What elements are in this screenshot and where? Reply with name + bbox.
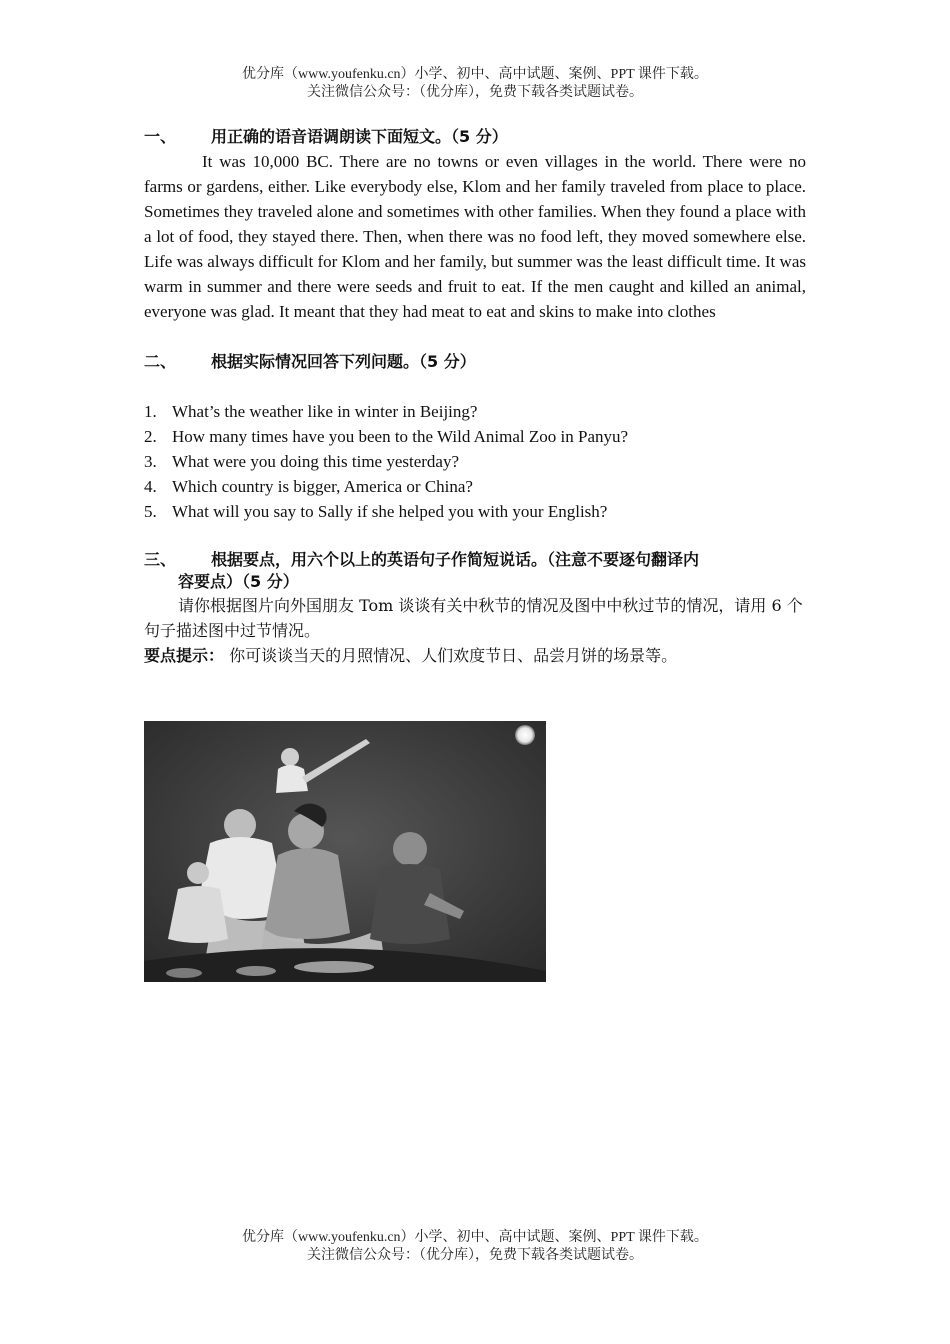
section-1-heading (144, 124, 806, 149)
section-2-title: 根据实际情况回答下列问题。（5 分） (211, 352, 476, 371)
section-3-number: 三、 (144, 550, 177, 569)
tip-label: 要点提示： (144, 646, 225, 665)
question-item: 3. What were you doing this time yesterday? (144, 452, 460, 471)
mid-autumn-family-photo (144, 721, 546, 982)
section-2-number: 二、 (144, 352, 177, 371)
question-item: 1. What’s the weather like in winter in Beijing? (144, 402, 478, 421)
section-3-title-line-1: 根据要点，用六个以上的英语句子作简短说话。（注意不要逐句翻译内 (211, 550, 700, 569)
reading-passage: It was 10,000 BC. There are no towns or even villages in the world. There were no farms or gardens, either. Like everybody else, Klom and her family traveled from place to place. Sometimes they traveled alone and sometimes with other families. When they found a place with a lot of food, they stayed there. Then, when there was no food left, they moved somewhere else. Life was always difficult for Klom and her family, but summer was the least difficult time. It was warm in summer and there were seeds and fruit to eat. If the men caught and killed an animal, everyone was glad. It meant that they had meat to eat and skins to make into clothes (144, 152, 806, 321)
exam-content (144, 124, 806, 668)
section-1-number: 一、 (144, 127, 177, 146)
speaking-instruction: 请你根据图片向外国朋友 Tom 谈谈有关中秋节的情况及图中中秋过节的情况，请用 6 个句子描述图中过节情况。 (144, 596, 803, 640)
header-line-1: 优分库（www.youfenku.cn）小学、初中、高中试题、案例、PPT 课件下载。 (242, 67, 708, 82)
tip-text: 你可谈谈当天的月照情况、人们欢度节日、品尝月饼的场景等。 (224, 646, 678, 665)
header-line-2: 关注微信公众号：（优分库），免费下载各类试题试卷。 (307, 85, 643, 100)
moon-icon (515, 725, 535, 745)
question-item: 2. How many times have you been to the Wild Animal Zoo in Panyu? (144, 427, 629, 446)
question-item: 5. What will you say to Sally if she helped you with your English? (144, 502, 608, 521)
question-item: 4. Which country is bigger, America or China? (144, 477, 473, 496)
footer-line-1: 优分库（www.youfenku.cn）小学、初中、高中试题、案例、PPT 课件下载。 (242, 1230, 708, 1245)
section-3-heading (144, 549, 806, 593)
section-2-heading (144, 349, 806, 374)
page-footer (0, 1229, 950, 1265)
key-points-tip (144, 643, 806, 668)
section-3-title-line-2: 容要点）（5 分） (178, 572, 299, 591)
question-list (144, 399, 806, 524)
section-1-title: 用正确的语音语调朗读下面短文。（5 分） (211, 127, 508, 146)
footer-line-2: 关注微信公众号：（优分库），免费下载各类试题试卷。 (307, 1248, 643, 1263)
page-header (0, 66, 950, 102)
